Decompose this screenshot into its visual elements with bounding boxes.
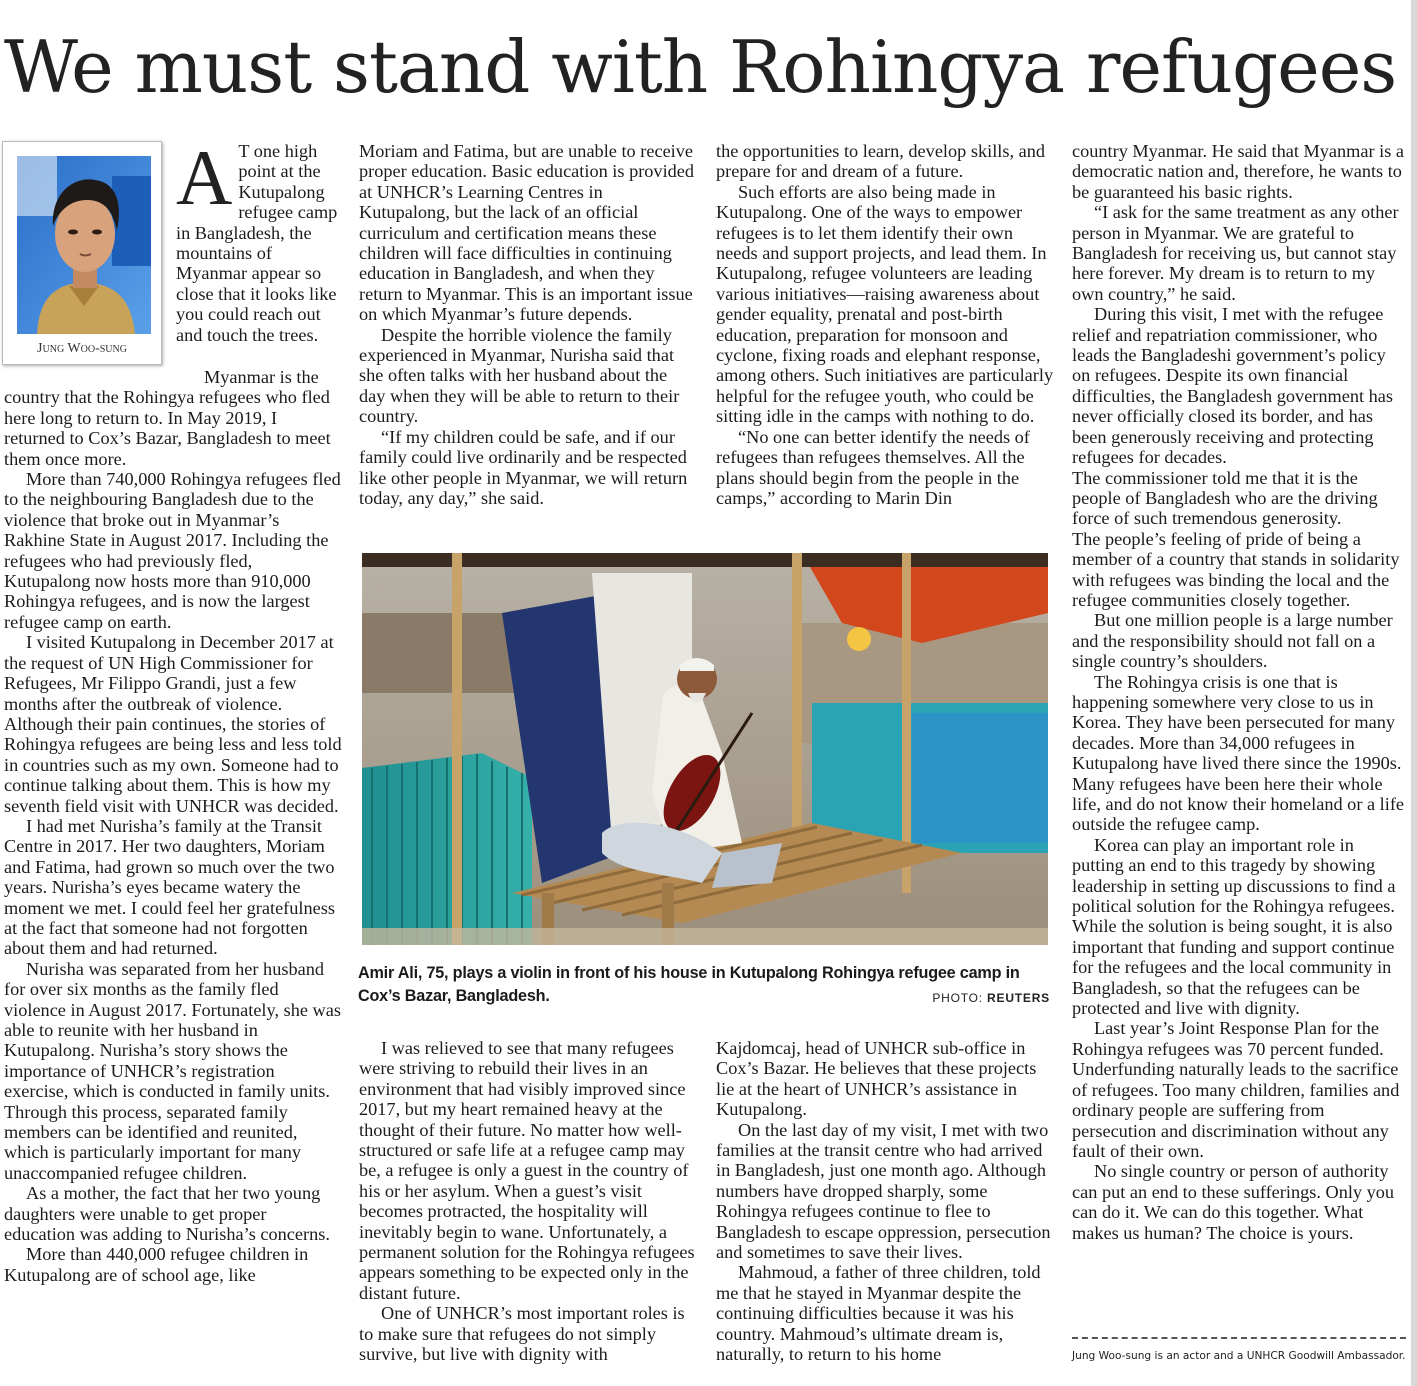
paragraph: More than 440,000 refugee children in Kutupalong are of school age, like xyxy=(4,1244,309,1285)
paragraph: But one million people is a large number and the responsibility should not fall on a single country’s shoulders. xyxy=(1072,610,1393,672)
paragraph: On the last day of my visit, I met with two families at the transit centre who had arrived in Bangladesh, just one month ago. Although numbers have dropped sharply, some Rohingya refugees continue to flee to Bangladesh to escape oppression, persecution and sometimes to save their lives. xyxy=(716,1119,1051,1263)
drop-cap: A xyxy=(176,134,233,221)
author-bio: Jung Woo-sung is an actor and a UNHCR Goodwill Ambassador. xyxy=(1072,1350,1406,1362)
paragraph: I was relieved to see that many refugees were striving to rebuild their lives in an environment that had visibly improved since 2017, but my heart remained heavy at the thought of their future. No matter how well-structured or safe life at a refugee camp may be, a refugee is only a guest in the country of his or her asylum. When a guest’s visit becomes protracted, the hospitality will inevitably begin to wane. Unfortunately, a permanent solution for the Rohingya refugees appears something to be expected only in the distant future. xyxy=(359,1038,695,1303)
paragraph: Despite the horrible violence the family experienced in Myanmar, Nurisha said that she often talks with her husband about the day when they will be able to return to their country. xyxy=(359,324,680,427)
author-photo xyxy=(17,156,151,334)
article-column-4 xyxy=(1072,141,1408,1243)
paragraph: The people’s feeling of pride of being a member of a country that stands in solidarity with refugees was binding the local and the refugee communities closely together. xyxy=(1072,528,1400,610)
article-column-2-bottom xyxy=(359,1038,697,1365)
feature-photo xyxy=(362,553,1048,945)
photo-credit-label: PHOTO: xyxy=(932,991,983,1005)
article-column-3-top xyxy=(716,141,1054,508)
article-column-3-bottom xyxy=(716,1038,1054,1365)
author-portrait xyxy=(2,141,162,365)
article-column-2-top xyxy=(359,141,697,508)
paragraph: The commissioner told me that it is the people of Bangladesh who are the driving force of such tremendous generosity. xyxy=(1072,467,1378,529)
divider xyxy=(1072,1337,1406,1339)
paragraph: I had met Nurisha’s family at the Transit Centre in 2017. Her two daughters, Moriam and Fatima, had grown so much over the two years. Nurisha’s eyes became watery the moment we met. I could feel her gratefulness at the fact that someone had not forgotten about them and had returned. xyxy=(4,815,335,959)
paragraph: During this visit, I met with the refugee relief and repatriation commissioner, who leads the Bangladeshi government’s policy on refugees. Despite its own financial difficulties, the Bangladesh government has never officially closed its border, and has been generously receiving and protecting refugees for decades. xyxy=(1072,304,1394,468)
photo-credit-source: REUTERS xyxy=(987,991,1050,1005)
paragraph: I visited Kutupalong in December 2017 at the request of UN High Commissioner for Refugees, Mr Filippo Grandi, just a few months after the outbreak of violence. Although their pain continues, the stories of Rohingya refugees are being less and less told in countries such as my own. Someone had to continue talking about them. This is how my seventh field visit with UNHCR was decided. xyxy=(4,632,342,816)
page-edge xyxy=(1411,0,1417,1386)
paragraph: “If my children could be safe, and if our family could live ordinarily and be respected like other people in Myanmar, we will return today, any day,” she said. xyxy=(359,426,688,508)
paragraph: Kajdomcaj, head of UNHCR sub-office in Cox’s Bazar. He believes that these projects lie at the heart of UNHCR’s assistance in Kutupalong. xyxy=(716,1038,1037,1120)
paragraph: Nurisha was separated from her husband for over six months as the family fled violence in August 2017. Fortunately, she was able to reunite with her husband in Kutupalong. Nurisha’s story shows the importance of UNHCR’s registration exercise, which is conducted in family units. Through this process, separated family members can be identified and reunited, which is particularly important for many unaccompanied refugee children. xyxy=(4,958,341,1183)
photo-caption: Amir Ali, 75, plays a violin in front of his house in Kutupalong Rohingya refugee camp in Cox’s Bazar, Bangladesh. xyxy=(358,964,1020,1005)
violin-player-photo xyxy=(362,553,1048,945)
article-column-1 xyxy=(4,134,342,1285)
paragraph: No single country or person of authority can put an end to these sufferings. Only you can do it. We can do this together. What makes us human? The choice is yours. xyxy=(1072,1161,1395,1243)
paragraph: Mahmoud, a father of three children, told me that he stayed in Myanmar despite the continuing difficulties because it was his country. Mahmoud’s ultimate dream is, naturally, to return to his home xyxy=(716,1262,1041,1365)
paragraph: One of UNHCR’s most important roles is to make sure that refugees do not simply survive, but live with dignity with xyxy=(359,1303,685,1365)
photo-credit xyxy=(929,990,1050,1006)
paragraph: The Rohingya crisis is one that is happening somewhere very close to us in Korea. They have been persecuted for many decades. More than 34,000 refugees in Kutupalong have lived there since the 1990s. Many refugees have been here their whole life, and do not know their homeland or a life outside the refugee camp. xyxy=(1072,671,1405,835)
paragraph: Korea can play an important role in putting an end to this tragedy by showing leadership in setting up discussions to find a political solution for the Rohingya refugees. While the solution is being sought, it is also important that funding and support continue for the refugees and the local community in Bangladesh, so that the refugees can be protected and live with dignity. xyxy=(1072,834,1396,1019)
paragraph: “No one can better identify the needs of refugees than refugees themselves. All the plans should begin from the people in the camps,” according to Marin Din xyxy=(716,426,1030,508)
paragraph: Moriam and Fatima, but are unable to receive proper education. Basic education is provided at UNHCR’s Learning Centres in Kutupalong, but the lack of an official curriculum and certification means these children will face difficulties in continuing education in Bangladesh, and when they return to Myanmar. This is an important issue on which Myanmar’s future depends. xyxy=(359,141,695,325)
paragraph: Such efforts are also being made in Kutupalong. One of the ways to empower refugees is to let them identify their own needs and support projects, and lead them. In Kutupalong, refugee volunteers are leading various initiatives—raising awareness about gender equality, prenatal and post-birth education, preparation for monsoon and cyclone, fixing roads and elephant response, among others. Such initiatives are particularly helpful for the refugee youth, who could be sitting idle in the camps with nothing to do. xyxy=(716,181,1054,427)
paragraph: More than 740,000 Rohingya refugees fled to the neighbouring Bangladesh due to the violence that broke out in Myanmar’s Rakhine State in August 2017. Including the refugees who had previously fled, Kutupalong now hosts more than 910,000 Rohingya refugees, and is now the largest refugee camp on earth. xyxy=(4,469,341,632)
paragraph: T one high point at the Kutupalong refugee camp in Bangladesh, the mountains of Myanmar appear so close that it looks like you could reach out and touch the trees. xyxy=(176,141,338,345)
paragraph: Last year’s Joint Response Plan for the Rohingya refugees was 70 percent funded. Underfunding naturally leads to the sacrifice of refugees. Too many children, families and ordinary people are suffering from persecution and discrimination without any fault of their own. xyxy=(1072,1018,1400,1161)
paragraph: country Myanmar. He said that Myanmar is a democratic nation and, therefore, he wants to be guaranteed his basic rights. xyxy=(1072,141,1405,202)
paragraph: Myanmar is the country that the Rohingya refugees who fled here long to return to. In May 2019, I returned to Cox’s Bazar, Bangladesh to meet them once more. xyxy=(4,367,331,469)
author-photo-caption: Jung Woo-sung xyxy=(37,341,127,356)
paragraph: the opportunities to learn, develop skills, and prepare for and dream of a future. xyxy=(716,141,1045,182)
paragraph: “I ask for the same treatment as any other person in Myanmar. We are grateful to Bangladesh for receiving us, but cannot stay here forever. My dream is to return to my own country,” he said. xyxy=(1072,202,1399,304)
paragraph: As a mother, the fact that her two young daughters were unable to get proper education was adding to Nurisha’s concerns. xyxy=(4,1183,330,1245)
headline: We must stand with Rohingya refugees xyxy=(4,25,1397,109)
